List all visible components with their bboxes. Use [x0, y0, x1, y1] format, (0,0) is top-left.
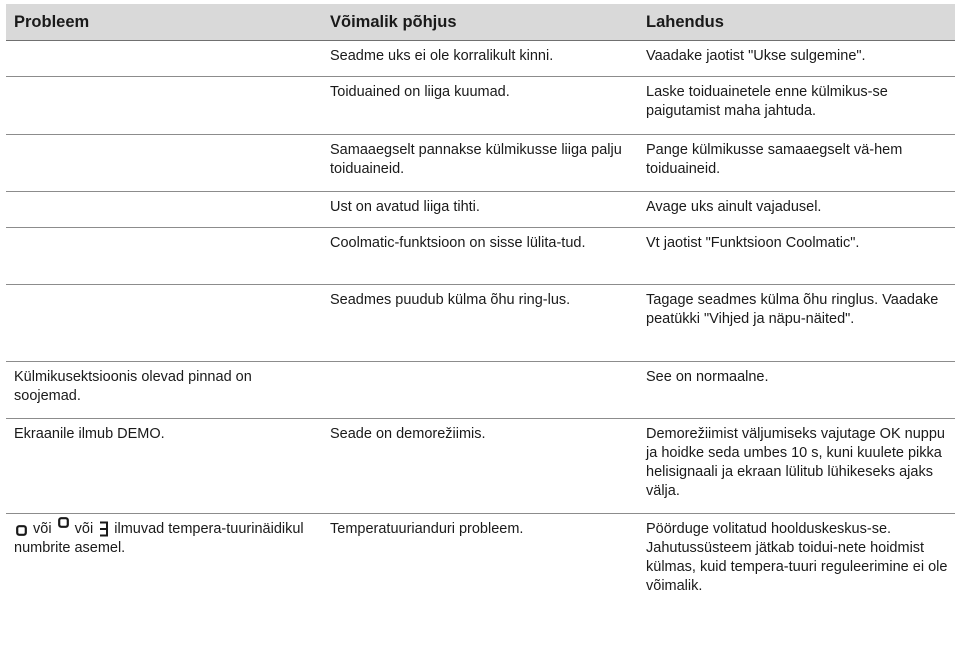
solution-cell: Tagage seadmes külma õhu ringlus. Vaadake peatükki "Vihjed ja näpu-näited". — [640, 285, 955, 362]
problem-cell — [6, 41, 324, 77]
problem-cell — [6, 228, 324, 285]
cause-cell: Samaaegselt pannakse külmikusse liiga palju toiduaineid. — [324, 135, 640, 192]
problem-cell: Ekraanile ilmub DEMO. — [6, 419, 324, 514]
solution-cell: Demorežiimist väljumiseks vajutage OK nuppu ja hoidke seda umbes 10 s, kuni kuulete pikka helisignaali ja ekraan lülitub lühikeseks ajaks välja. — [640, 419, 955, 514]
table-row — [6, 41, 955, 77]
table-row — [6, 419, 955, 514]
problem-cell — [6, 285, 324, 362]
display-symbol-o-low-icon — [16, 525, 27, 536]
problem-text: ilmuvad tempera-tuurinäidikul numbrite asemel. — [14, 521, 304, 556]
table-row — [6, 135, 955, 192]
table-row — [6, 285, 955, 362]
table-row — [6, 362, 955, 419]
cause-cell: Seadme uks ei ole korralikult kinni. — [324, 41, 640, 77]
cause-cell: Ust on avatud liiga tihti. — [324, 192, 640, 228]
table-row — [6, 514, 955, 610]
troubleshooting-table — [6, 4, 955, 610]
problem-cell — [6, 514, 324, 610]
problem-cell — [6, 135, 324, 192]
solution-cell: Vt jaotist "Funktsioon Coolmatic". — [640, 228, 955, 285]
table-header — [6, 4, 955, 41]
solution-cell: Vaadake jaotist "Ukse sulgemine". — [640, 41, 955, 77]
table-row — [6, 192, 955, 228]
display-symbol-o-high-icon — [58, 517, 69, 528]
solution-cell: Pöörduge volitatud hoolduskeskus-se. Jahutussüsteem jätkab toidui-nete hoidmist külmas, kuid tempera-tuuri reguleerimine ei ole võimalik. — [646, 521, 948, 594]
solution-cell: Pange külmikusse samaaegselt vä-hem toiduaineid. — [640, 135, 955, 192]
cause-cell: Toiduained on liiga kuumad. — [324, 77, 640, 135]
problem-cell — [6, 192, 324, 228]
symbol-separator: või — [74, 521, 94, 537]
problem-cell — [6, 77, 324, 135]
symbol-separator: või — [33, 521, 52, 537]
header-row — [6, 4, 955, 41]
header-problem: Probleem — [6, 4, 324, 41]
display-symbol-sideways-e-icon — [99, 521, 108, 537]
header-cause: Võimalik põhjus — [324, 4, 640, 41]
cause-cell: Temperatuurianduri probleem. — [330, 521, 524, 537]
header-solution: Lahendus — [640, 4, 955, 41]
cause-cell: Seadmes puudub külma õhu ring-lus. — [324, 285, 640, 362]
table-row — [6, 77, 955, 135]
solution-cell: See on normaalne. — [640, 362, 955, 419]
table-body — [6, 41, 955, 610]
cause-cell: Coolmatic-funktsioon on sisse lülita-tud. — [324, 228, 640, 285]
solution-cell: Avage uks ainult vajadusel. — [640, 192, 955, 228]
problem-cell: Külmikusektsioonis olevad pinnad on soojemad. — [6, 362, 324, 419]
solution-cell: Laske toiduainetele enne külmikus-se paigutamist maha jahtuda. — [640, 77, 955, 135]
cause-cell: Seade on demorežiimis. — [324, 419, 640, 514]
table-row — [6, 228, 955, 285]
cause-cell — [324, 362, 640, 419]
